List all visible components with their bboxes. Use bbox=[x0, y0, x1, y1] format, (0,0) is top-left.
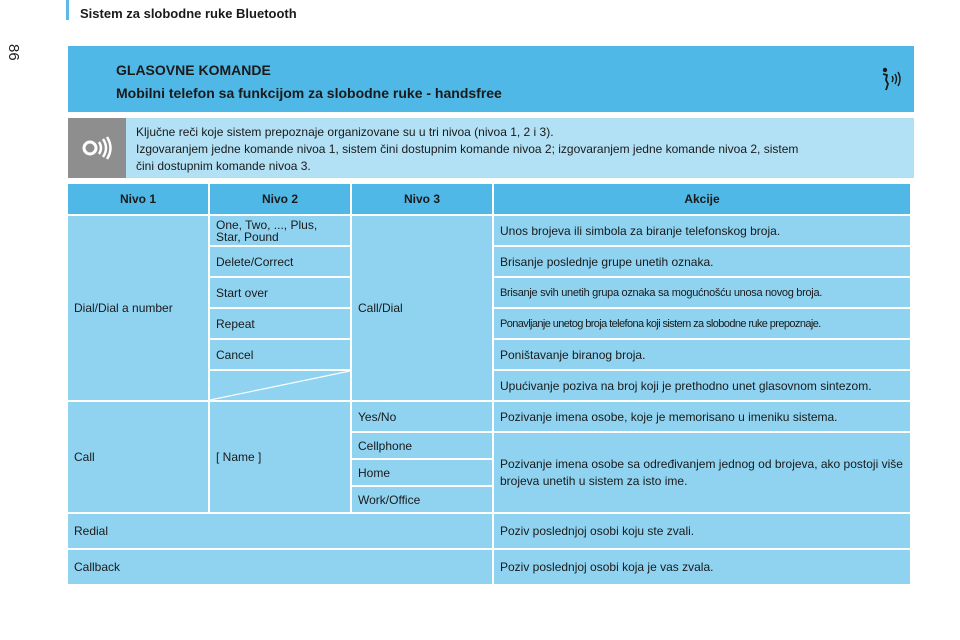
info-line-3: čini dostupnim komande nivoa 3. bbox=[136, 159, 311, 173]
action-cell: Pozivanje imena osobe, koje je memorisano u imeniku sistema. bbox=[494, 402, 910, 431]
action-cell: Poziv poslednjoj osobi koju ste zvali. bbox=[494, 514, 910, 548]
dial-level2-cell: Cancel bbox=[210, 340, 350, 369]
call-level3-cell: Work/Office bbox=[352, 487, 492, 512]
action-cell: Unos brojeva ili simbola za biranje telefonskog broja. bbox=[494, 216, 910, 245]
header-level-1: Nivo 1 bbox=[68, 184, 208, 214]
call-level3-cell: Cellphone bbox=[352, 433, 492, 458]
table-row bbox=[68, 514, 910, 548]
info-icon-box bbox=[68, 118, 126, 178]
side-accent-bar bbox=[66, 0, 69, 20]
callback-cell: Callback bbox=[68, 550, 492, 584]
table-row bbox=[68, 550, 910, 584]
table-row bbox=[68, 402, 910, 431]
call-level1-cell: Call bbox=[68, 402, 208, 512]
voice-commands-table bbox=[66, 182, 912, 586]
info-line-2: Izgovaranjem jedne komande nivoa 1, sistem čini dostupnim komande nivoa 2; izgovaranjem jedne komande nivoa 2, sistem bbox=[136, 142, 799, 156]
info-line-1: Ključne reči koje sistem prepoznaje organizovane su u tri nivoa (nivoa 1, 2 i 3). bbox=[136, 125, 554, 139]
info-text bbox=[136, 124, 906, 175]
header-subtitle: Mobilni telefon sa funkcijom za slobodne ruke - handsfree bbox=[116, 85, 502, 101]
action-cell: Brisanje svih unetih grupa oznaka sa mogućnošću unosa novog broja. bbox=[494, 278, 910, 307]
dial-level2-cell: Start over bbox=[210, 278, 350, 307]
call-level2-cell: [ Name ] bbox=[210, 402, 350, 512]
voice-command-icon bbox=[880, 66, 904, 92]
call-level3-cell: Yes/No bbox=[352, 402, 492, 431]
header-title: GLASOVNE KOMANDE bbox=[116, 62, 271, 78]
dial-level1-cell: Dial/Dial a number bbox=[68, 216, 208, 400]
dial-level2-cell: Delete/Correct bbox=[210, 247, 350, 276]
table-header-row bbox=[68, 184, 910, 214]
action-cell: Upućivanje poziva na broj koji je prethodno unet glasovnom sintezom. bbox=[494, 371, 910, 400]
header-actions: Akcije bbox=[494, 184, 910, 214]
header-banner bbox=[68, 46, 914, 112]
header-level-2: Nivo 2 bbox=[210, 184, 350, 214]
action-cell: Brisanje poslednje grupe unetih oznaka. bbox=[494, 247, 910, 276]
redial-cell: Redial bbox=[68, 514, 492, 548]
dial-level3-cell: Call/Dial bbox=[352, 216, 492, 400]
call-level3-cell: Home bbox=[352, 460, 492, 485]
table-row bbox=[68, 216, 910, 245]
dial-level2-cell: Repeat bbox=[210, 309, 350, 338]
page-number: 86 bbox=[5, 44, 22, 61]
section-title: Sistem za slobodne ruke Bluetooth bbox=[80, 6, 297, 21]
action-cell: Poziv poslednjoj osobi koja je vas zvala. bbox=[494, 550, 910, 584]
action-cell: Poništavanje biranog broja. bbox=[494, 340, 910, 369]
header-level-3: Nivo 3 bbox=[352, 184, 492, 214]
diagonal-line bbox=[210, 371, 350, 400]
action-cell: Ponavljanje unetog broja telefona koji sistem za slobodne ruke prepoznaje. bbox=[494, 309, 910, 338]
action-cell: Pozivanje imena osobe sa određivanjem jednog od brojeva, ako postoji više brojeva unetih u sistem za isto ime. bbox=[494, 433, 910, 512]
dial-level2-cell: One, Two, ..., Plus, Star, Pound bbox=[210, 216, 350, 245]
info-box bbox=[68, 118, 914, 178]
empty-diagonal-cell bbox=[210, 371, 350, 400]
speaker-sound-icon bbox=[80, 136, 114, 160]
